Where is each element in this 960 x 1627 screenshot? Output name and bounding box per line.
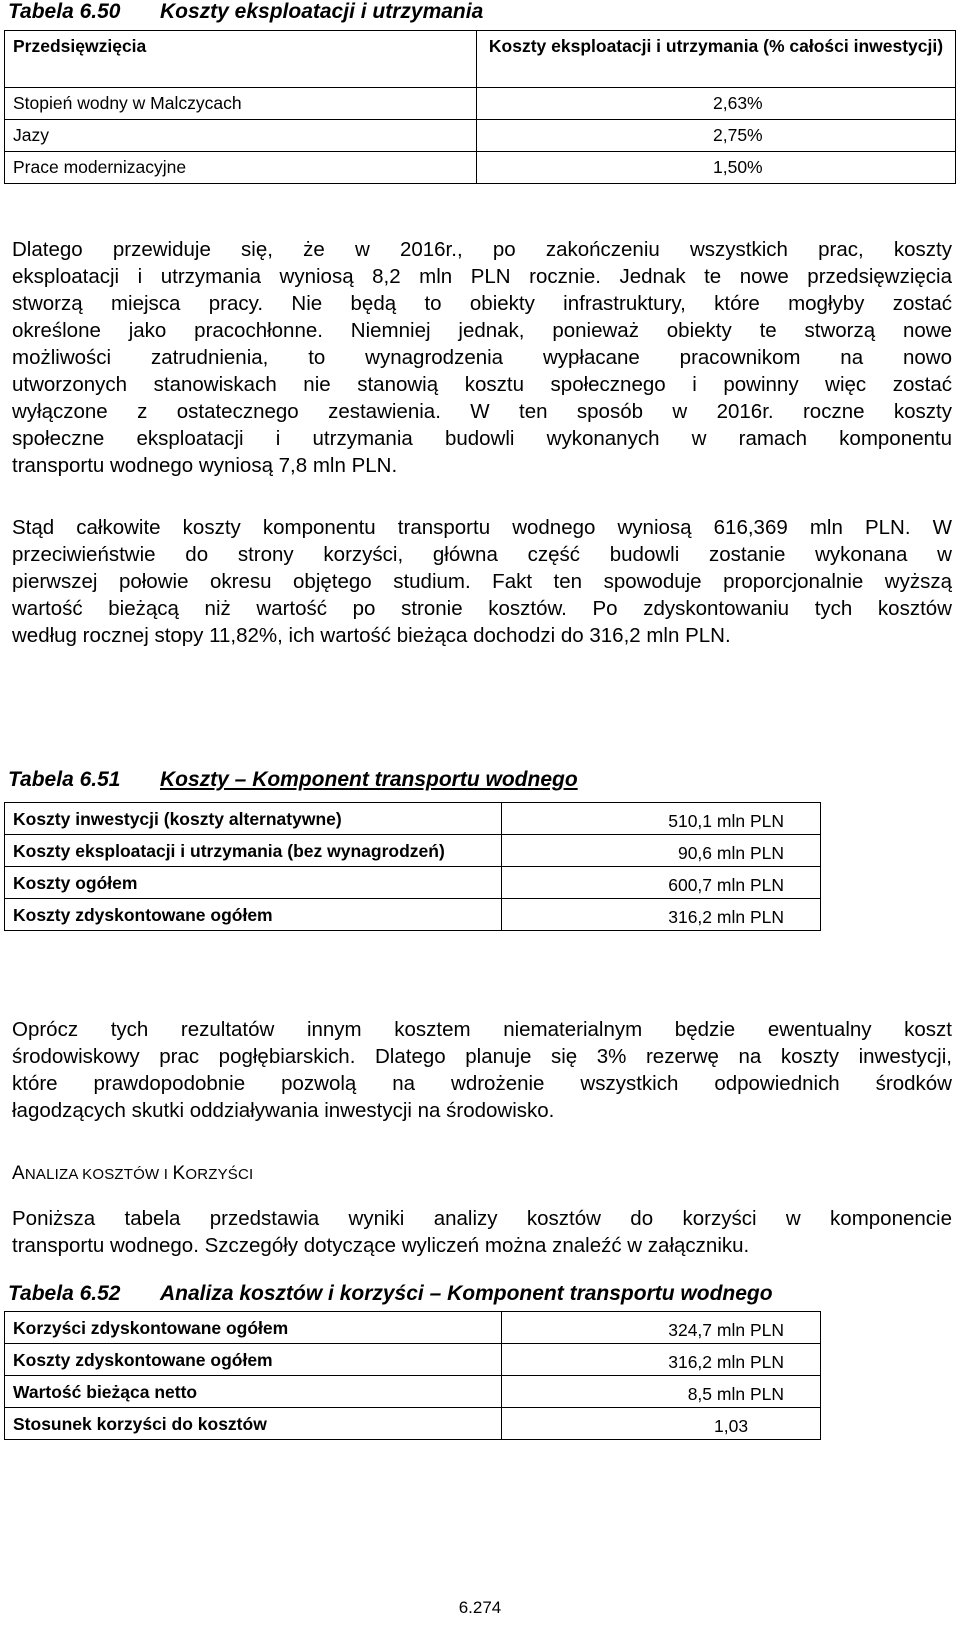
text-line: które prawdopodobnie pozwolą na wdrożenie wszystkich odpowiednich środków [12,1072,952,1095]
row-label: Koszty zdyskontowane ogółem [5,1344,502,1376]
table-caption-title: Analiza kosztów i korzyści – Komponent transportu wodnego [160,1282,773,1305]
table-row [5,1376,821,1408]
table-operating-costs [4,30,956,184]
column-header-projects: Przedsięwzięcia [5,31,477,88]
row-value: 1,50% [477,152,956,184]
text-line: łagodzących skutki oddziaływania inwestycji na środowisko. [12,1099,555,1122]
row-label: Koszty eksploatacji i utrzymania (bez wynagrodzeń) [5,835,502,867]
text-line: pierwszej połowie okresu objętego studium. Fakt ten spowoduje proporcjonalnie wyższą [12,570,952,593]
text-line: wartość bieżącą niż wartość po stronie kosztów. Po zdyskontowaniu tych kosztów [12,597,952,620]
row-value: 510,1 mln PLN [502,803,821,835]
paragraph-analysis-intro [12,1205,952,1259]
text-line: utworzonych stanowiskach nie stanowią kosztu społecznego i powinny więc zostać [12,373,952,396]
row-value: 600,7 mln PLN [502,867,821,899]
table-caption-6-52 [8,1282,773,1306]
table-caption-number: Tabela 6.52 [8,1282,121,1305]
column-header-costs: Koszty eksploatacji i utrzymania (% całości inwestycji) [477,31,956,88]
table-row [5,867,821,899]
table-row [5,1408,821,1440]
text-line: przeciwieństwie do strony korzyści, główna część budowli zostanie wykonana w [12,543,952,566]
text-line: Dlatego przewiduje się, że w 2016r., po zakończeniu wszystkich prac, koszty [12,238,952,261]
text-line: eksploatacji i utrzymania wyniosą 8,2 mln PLN rocznie. Jednak te nowe przedsięwzięcia [12,265,952,288]
text-line: stworzą miejsca pracy. Nie będą to obiekty infrastruktury, które mogłyby zostać [12,292,952,315]
text-line: określone jako pracochłonne. Niemniej jednak, ponieważ obiekty te stworzą nowe [12,319,952,342]
row-label: Stosunek korzyści do kosztów [5,1408,502,1440]
table-row [5,835,821,867]
row-label: Jazy [5,120,477,152]
table-transport-costs [4,802,821,931]
table-header-row [5,31,956,88]
paragraph-operating-costs [12,236,952,479]
text-line: transportu wodnego. Szczegóły dotyczące wyliczeń można znaleźć w załączniku. [12,1234,750,1257]
paragraph-total-costs [12,514,952,649]
table-caption-title: Koszty eksploatacji i utrzymania [160,0,484,23]
text-line: możliwości zatrudnienia, to wynagrodzenia wypłacane pracownikom na nowo [12,346,952,369]
text-line: wyłączone z ostatecznego zestawienia. W ten sposób w 2016r. roczne koszty [12,400,952,423]
table-caption-title: Koszty – Komponent transportu wodnego [160,768,578,791]
text-line: środowiskowy prac pogłębiarskich. Dlatego planuje się 3% rezerwę na koszty inwestycji, [12,1045,952,1068]
table-row [5,899,821,931]
table-row [5,1344,821,1376]
row-value: 1,03 [502,1408,821,1440]
table-caption-6-50 [8,0,483,24]
row-value: 2,75% [477,120,956,152]
text-line: według rocznej stopy 11,82%, ich wartość bieżąca dochodzi do 316,2 mln PLN. [12,624,731,647]
page-number: 6.274 [458,1598,502,1617]
table-caption-number: Tabela 6.50 [8,0,121,23]
table-row [5,120,956,152]
row-label: Korzyści zdyskontowane ogółem [5,1312,502,1344]
paragraph-environmental-cost [12,1016,952,1124]
table-row [5,152,956,184]
row-value: 324,7 mln PLN [502,1312,821,1344]
table-caption-number: Tabela 6.51 [8,768,121,791]
text-line: Stąd całkowite koszty komponentu transportu wodnego wyniosą 616,369 mln PLN. W [12,516,952,539]
table-cost-benefit [4,1311,821,1440]
row-label: Prace modernizacyjne [5,152,477,184]
row-value: 90,6 mln PLN [502,835,821,867]
text-line: Oprócz tych rezultatów innym kosztem niematerialnym będzie ewentualny koszt [12,1018,952,1041]
table-row [5,1312,821,1344]
text-line: transportu wodnego wyniosą 7,8 mln PLN. [12,454,398,477]
table-row [5,88,956,120]
text-line: społeczne eksploatacji i utrzymania budowli wykonanych w ramach komponentu [12,427,952,450]
row-label: Koszty ogółem [5,867,502,899]
row-label: Wartość bieżąca netto [5,1376,502,1408]
row-label: Koszty inwestycji (koszty alternatywne) [5,803,502,835]
table-row [5,803,821,835]
text-line: Poniższa tabela przedstawia wyniki analizy kosztów do korzyści w komponencie [12,1207,952,1230]
row-value: 2,63% [477,88,956,120]
section-heading: ANALIZA KOSZTÓW I KORZYŚCI [12,1163,254,1184]
row-value: 316,2 mln PLN [502,1344,821,1376]
table-caption-6-51 [8,768,578,792]
row-label: Stopień wodny w Malczycach [5,88,477,120]
row-value: 8,5 mln PLN [502,1376,821,1408]
row-label: Koszty zdyskontowane ogółem [5,899,502,931]
row-value: 316,2 mln PLN [502,899,821,931]
